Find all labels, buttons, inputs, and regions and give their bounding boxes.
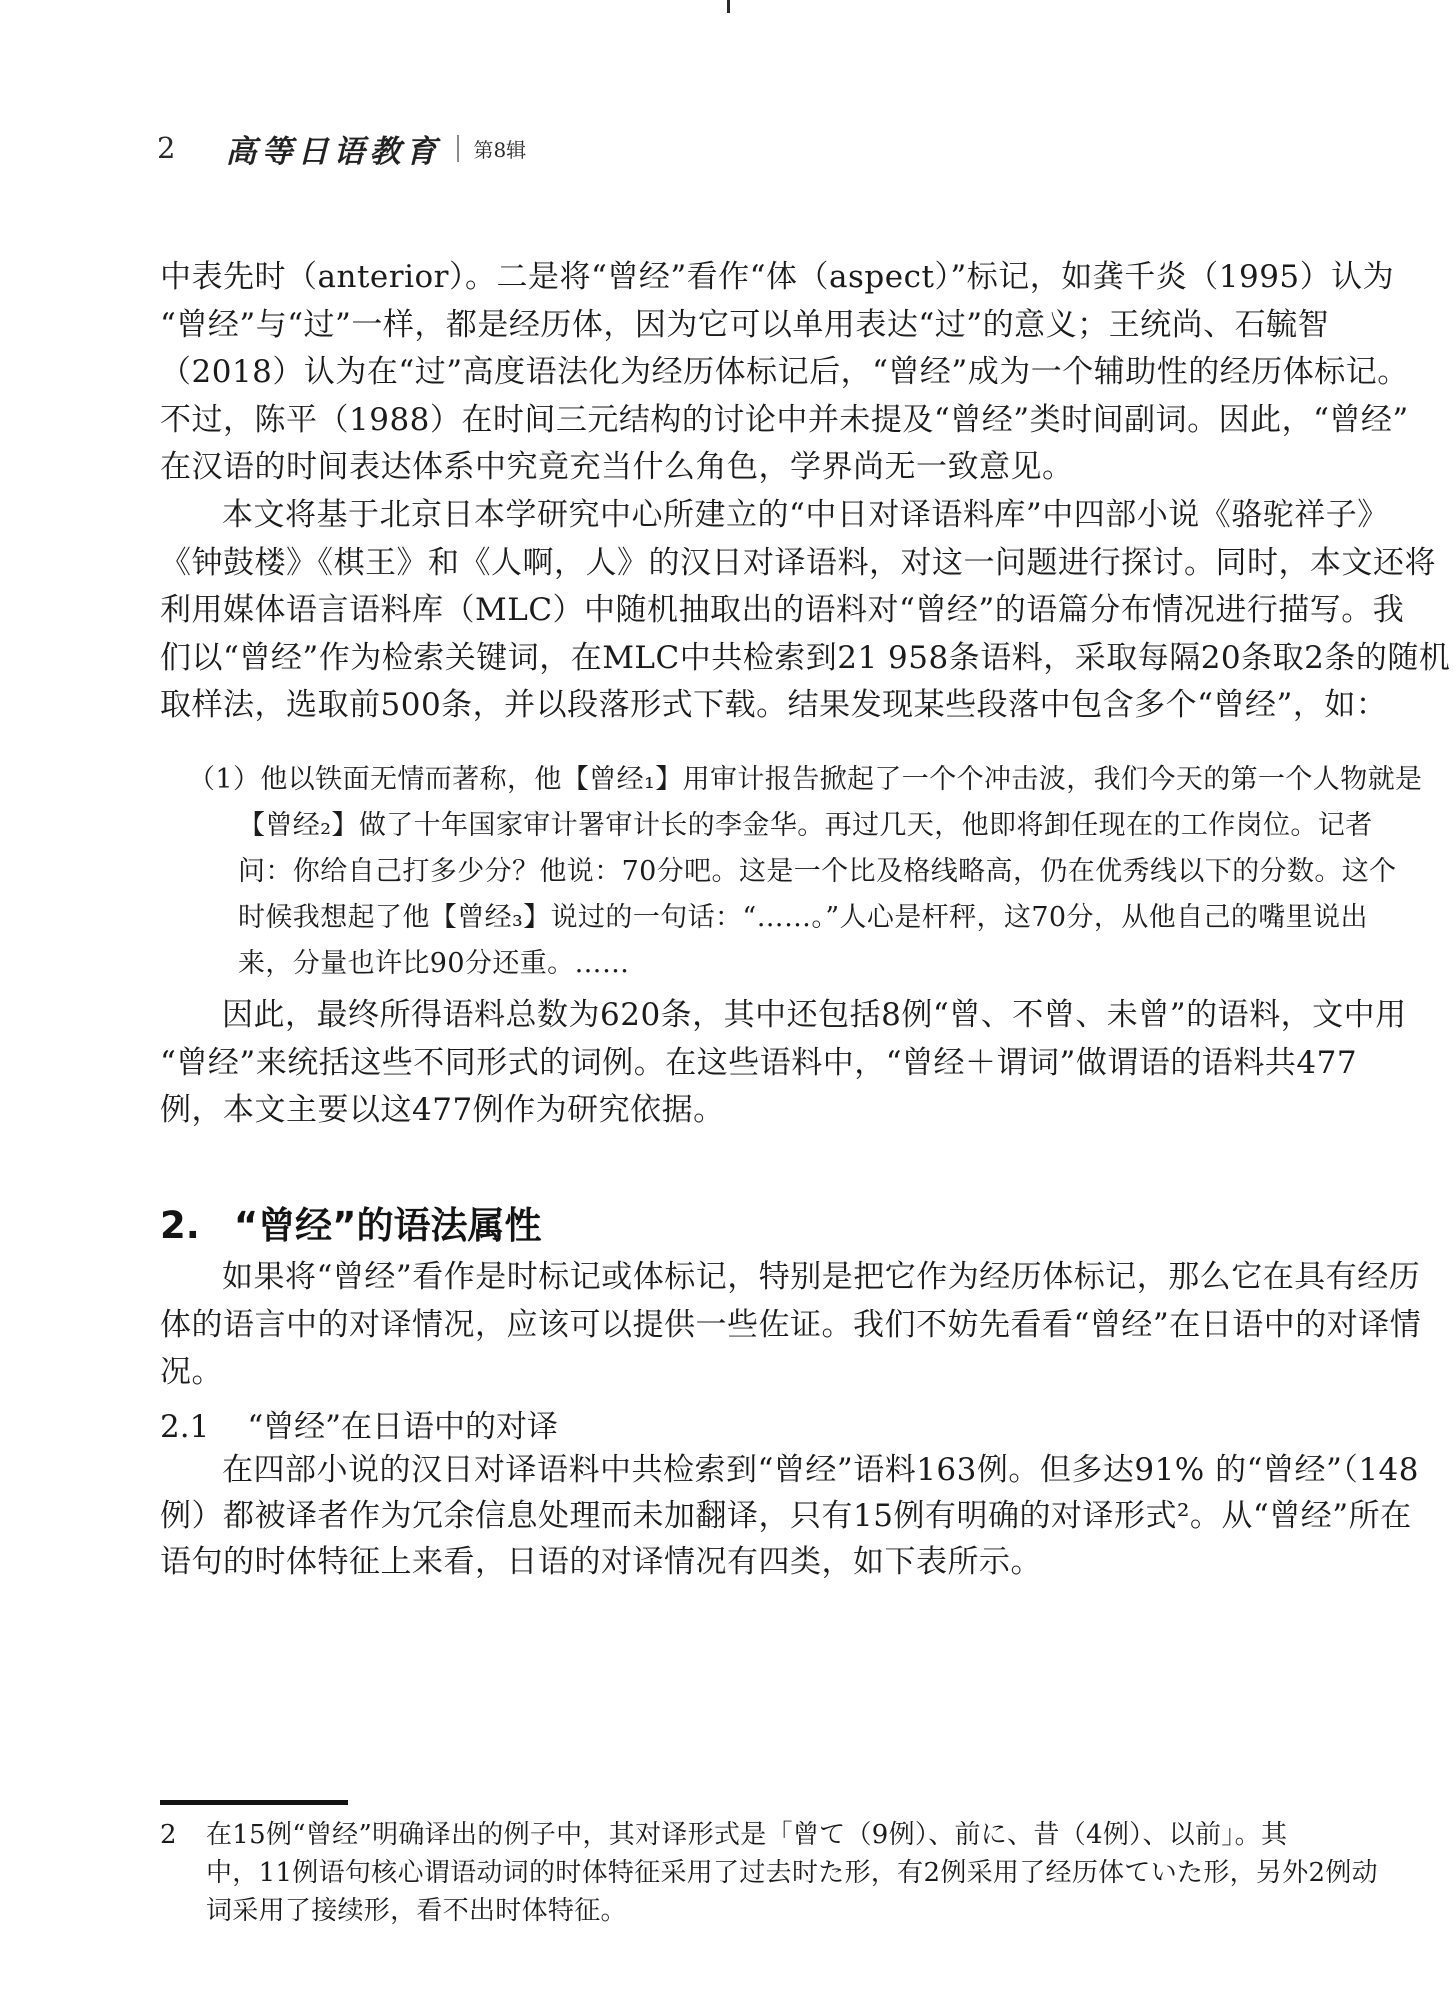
section-heading-2 [160, 1204, 1310, 1248]
section-2-title: “曾经”的语法属性 [233, 1204, 542, 1247]
footnote-separator [160, 1800, 348, 1805]
page-number: 2 [157, 131, 176, 165]
top-crop-mark [727, 0, 730, 13]
text-line: 中，11例语句核心谓语动词的时体特征采用了过去时た形，有2例采用了经历体ていた形，另外2例动 [206, 1858, 1378, 1888]
text-line: 本文将基于北京日本学研究中心所建立的“中日对译语料库”中四部小说《骆驼祥子》 [222, 497, 1389, 533]
text-line: 《钟鼓楼》《棋王》和《人啊，人》的汉日对译语料，对这一问题进行探讨。同时，本文还将 [160, 544, 1436, 581]
paragraph-1 [160, 254, 1409, 492]
text-line: 时候我想起了他【曾经₃】说过的一句话：“……。”人心是杆秤，这70分，从他自己的嘴里说出 [238, 902, 1368, 933]
text-line: 如果将“曾经”看作是时标记或体标记，特别是把它作为经历体标记，那么它在具有经历 [222, 1259, 1421, 1295]
text-line: 们以“曾经”作为检索关键词，在MLC中共检索到21 958条语料，采取每隔20条取2条的随机 [160, 639, 1451, 676]
subsection-heading-2-1 [160, 1406, 1310, 1448]
text-line: （2018）认为在“过”高度语法化为经历体标记后，“曾经”成为一个辅助性的经历体标记。 [160, 354, 1409, 391]
text-line: 因此，最终所得语料总数为620条，其中还包括8例“曾、不曾、未曾”的语料，文中用 [222, 997, 1407, 1033]
example-block-1 [160, 757, 1423, 987]
text-line: 在汉语的时间表达体系中究竟充当什么角色，学界尚无一致意见。 [160, 449, 1074, 486]
journal-title: 高等日语教育 [225, 133, 442, 170]
paragraph-3 [160, 992, 1407, 1135]
text-line: 问：你给自己打多少分？他说：70分吧。这是一个比及格线略高，仍在优秀线以下的分数。这个 [238, 856, 1397, 887]
text-line: （1）他以铁面无情而著称，他【曾经₁】用审计报告掀起了一个个冲击波，我们今天的第一个人物就是 [188, 764, 1423, 795]
text-line: 不过，陈平（1988）在时间三元结构的讨论中并未提及“曾经”类时间副词。因此，“曾经” [160, 401, 1409, 438]
text-line: “曾经”来统括这些不同形式的词例。在这些语料中，“曾经＋谓词”做谓语的语料共477 [160, 1044, 1358, 1081]
text-line: 词采用了接续形，看不出时体特征。 [206, 1896, 627, 1926]
issue-label: 第8辑 [473, 137, 527, 162]
footnote-text [206, 1816, 1378, 1930]
header-divider [457, 135, 459, 162]
page-header [157, 128, 526, 168]
text-line: 在四部小说的汉日对译语料中共检索到“曾经”语料163例。但多达91% 的“曾经”（148 [222, 1452, 1419, 1488]
footnote [160, 1816, 1378, 1930]
paragraph-2 [160, 492, 1451, 730]
section-2-number: 2. [160, 1204, 200, 1247]
text-line: “曾经”与“过”一样，都是经历体，因为它可以单用表达“过”的意义；王统尚、石毓智 [160, 306, 1330, 343]
text-line: 【曾经₂】做了十年国家审计署审计长的李金华。再过几天，他即将卸任现在的工作岗位。记者 [238, 810, 1373, 841]
text-line: 利用媒体语言语料库（MLC）中随机抽取出的语料对“曾经”的语篇分布情况进行描写。我 [160, 592, 1405, 629]
text-line: 况。 [160, 1354, 223, 1391]
section-2-1-number: 2.1 [160, 1409, 210, 1445]
text-line: 例，本文主要以这477例作为研究依据。 [160, 1092, 725, 1129]
text-line: 取样法，选取前500条，并以段落形式下载。结果发现某些段落中包含多个“曾经”，如： [160, 687, 1388, 724]
section-2-1-title: “曾经”在日语中的对译 [247, 1409, 559, 1445]
paragraph-5 [160, 1447, 1419, 1585]
text-line: 体的语言中的对译情况，应该可以提供一些佐证。我们不妨先看看“曾经”在日语中的对译情 [160, 1306, 1422, 1343]
text-line: 语句的时体特征上来看，日语的对译情况有四类，如下表所示。 [160, 1544, 1042, 1580]
text-line: 来，分量也许比90分还重。…… [238, 948, 630, 979]
paragraph-4 [160, 1254, 1422, 1397]
footnote-marker: 2 [160, 1820, 177, 1850]
text-line: 中表先时（anterior）。二是将“曾经”看作“体（aspect）”标记，如龚千炎（1995）认为 [160, 259, 1395, 295]
text-line: 例）都被译者作为冗余信息处理而未加翻译，只有15例有明确的对译形式²。从“曾经”所在 [160, 1498, 1412, 1534]
text-line: 在15例“曾经”明确译出的例子中，其对译形式是「曾て（9例）、前に、昔（4例）、以前」。其 [206, 1820, 1288, 1850]
